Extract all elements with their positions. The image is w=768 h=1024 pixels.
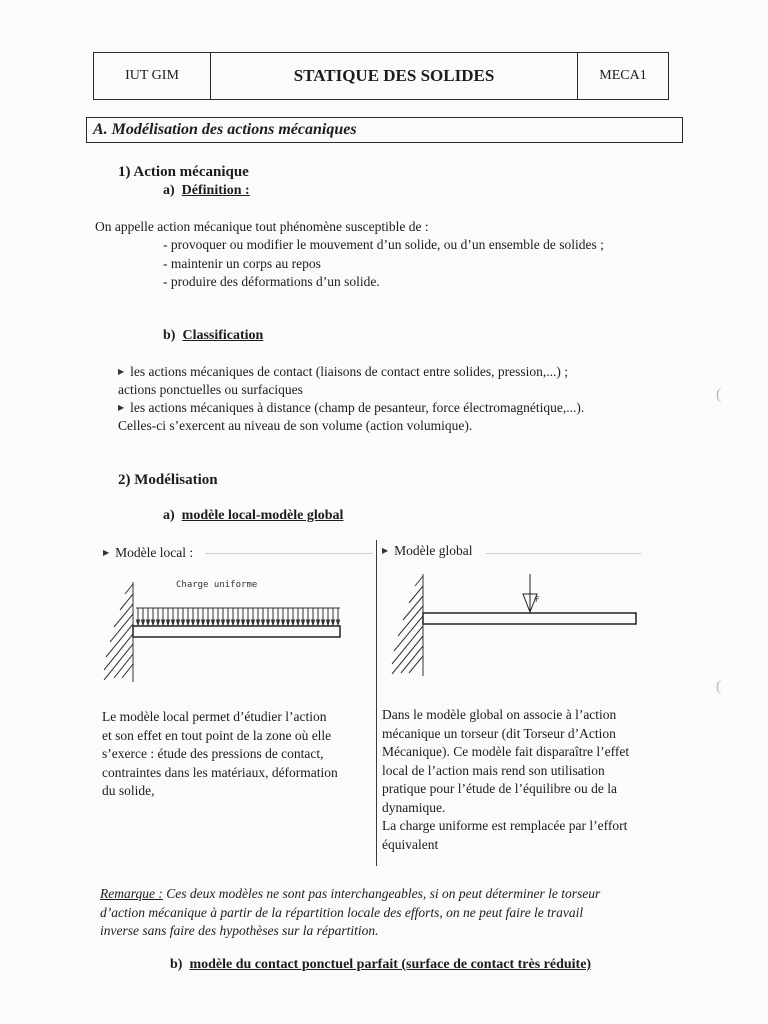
local-header-rule: [205, 553, 373, 554]
contact-model-heading: [170, 957, 591, 973]
local-beam: [133, 626, 340, 637]
global-text-line: équivalent: [382, 836, 439, 852]
local-text-line: et son effet en tout point de la zone où elle: [102, 727, 332, 743]
definition-title: Définition :: [181, 183, 250, 198]
header-table: [93, 52, 669, 100]
remark-line-1: [100, 885, 690, 904]
force-arrow-icon: [523, 574, 537, 612]
global-beam: [423, 613, 636, 624]
force-label: F: [535, 595, 540, 604]
global-model-header: [382, 542, 473, 560]
triangle-bullet-icon: ▶: [382, 546, 389, 555]
wall-hatching: [392, 574, 423, 676]
definition-intro: On appelle action mécanique tout phénomène susceptible de :: [95, 219, 429, 234]
global-text-line: local de l’action mais rend son utilisation: [382, 762, 605, 778]
classification-line-4: Celles-ci s’exercent au niveau de son volume (action volumique).: [118, 418, 473, 433]
wall-hatching: [104, 582, 133, 682]
section-title: A. Modélisation des actions mécaniques: [86, 117, 683, 143]
triangle-bullet-icon: ▶: [118, 367, 125, 376]
global-text-line: mécanique un torseur (dit Torseur d’Action: [382, 725, 616, 741]
classification-line-2: actions ponctuelles ou surfaciques: [118, 382, 303, 397]
global-model-figure: [385, 568, 645, 683]
remark-label: Remarque :: [100, 886, 163, 901]
definition-bullet-3: - produire des déformations d’un solide.: [163, 274, 380, 289]
classification-label: b): [163, 328, 176, 343]
classification-line-1: les actions mécaniques de contact (liaisons de contact entre solides, pression,...) ;: [130, 364, 569, 379]
remark-block: [100, 885, 690, 941]
part1-heading: 1) Action mécanique: [118, 164, 249, 180]
column-divider: [376, 540, 377, 866]
contact-model-title: modèle du contact ponctuel parfait (surface de contact très réduite): [189, 957, 592, 972]
definition-label: a): [163, 183, 175, 198]
model-subheading: [163, 508, 343, 524]
definition-heading: [163, 183, 250, 199]
uniform-load-label: Charge uniforme: [176, 580, 258, 590]
definition-bullet-2: - maintenir un corps au repos: [163, 256, 321, 271]
classification-line-3: les actions mécaniques à distance (champ de pesanteur, force électromagnétique,...).: [130, 400, 585, 415]
local-model-header: [103, 544, 193, 562]
local-text-line: s’exerce : étude des pressions de contact,: [102, 746, 324, 761]
global-text-line: Dans le modèle global on associe à l’action: [382, 707, 617, 722]
part2-heading: 2) Modélisation: [118, 472, 218, 488]
local-model-title: Modèle local :: [115, 545, 194, 560]
classification-title: Classification: [182, 328, 264, 343]
global-text-line: pratique pour l’étude de l’équilibre ou de la: [382, 781, 618, 796]
triangle-bullet-icon: ▶: [103, 548, 110, 557]
model-sub-title: modèle local-modèle global: [181, 508, 344, 523]
remark-text-1: Ces deux modèles ne sont pas interchangeables, si on peut déterminer le torseur: [166, 886, 601, 901]
global-model-text: [382, 706, 682, 854]
model-sub-label: a): [163, 508, 175, 523]
remark-line-2: d’action mécanique à partir de la répartition locale des efforts, on ne peut faire le travail: [100, 904, 584, 920]
classification-item-1: [118, 363, 568, 381]
local-text-line: du solide,: [102, 783, 155, 798]
triangle-bullet-icon: ▶: [118, 403, 125, 412]
header-course-code: MECA1: [599, 68, 647, 83]
local-model-text: [102, 708, 374, 801]
header-institution: IUT GIM: [94, 53, 211, 99]
local-text-line: Le modèle local permet d’étudier l’action: [102, 709, 327, 724]
remark-line-3: inverse sans faire des hypothèses sur la répartition.: [100, 923, 379, 938]
global-model-title: Modèle global: [394, 543, 473, 558]
scan-mark: (: [716, 386, 722, 403]
definition-bullet-1: - provoquer ou modifier le mouvement d’un solide, ou d’un ensemble de solides ;: [163, 237, 604, 252]
scan-mark: (: [716, 678, 722, 695]
classification-item-2: [118, 399, 584, 417]
local-text-line: contraintes dans les matériaux, déformation: [102, 764, 338, 780]
global-text-line: Mécanique). Ce modèle fait disparaître l’effet: [382, 744, 630, 759]
uniform-load-arrows: [136, 608, 340, 625]
global-text-line: dynamique.: [382, 799, 446, 815]
global-text-line: La charge uniforme est remplacée par l’effort: [382, 818, 628, 833]
global-header-rule: [486, 553, 641, 554]
contact-model-label: b): [170, 957, 183, 972]
header-title: STATIQUE DES SOLIDES: [211, 53, 578, 99]
classification-heading: [163, 328, 263, 344]
local-model-figure: [98, 572, 348, 687]
